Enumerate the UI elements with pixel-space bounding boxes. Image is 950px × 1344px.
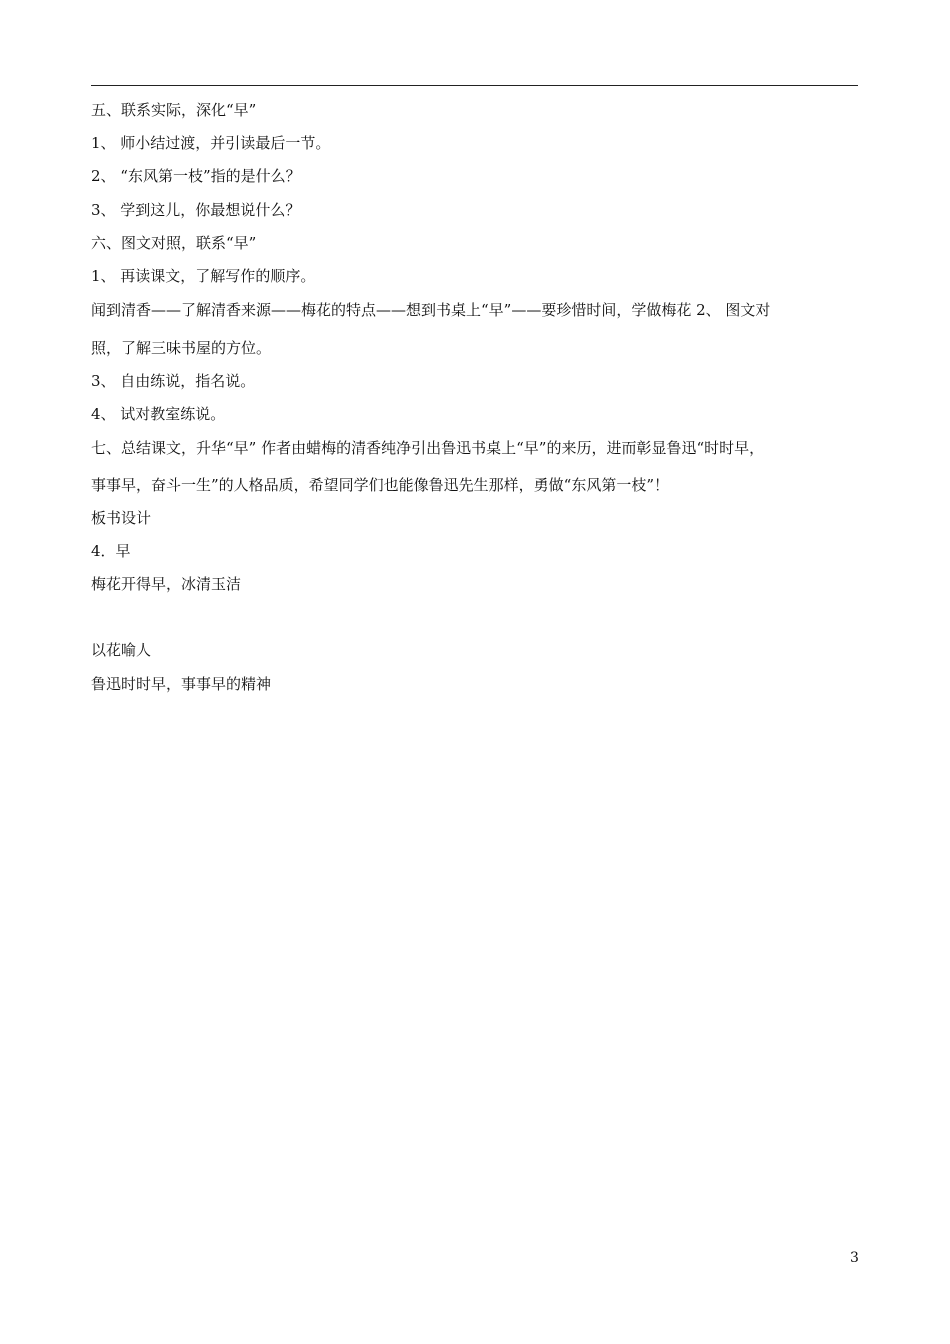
board-line: 鲁迅时时早，事事早的精神 xyxy=(91,675,272,693)
paragraph-line: 闻到清香——了解清香来源——梅花的特点——想到书桌上“早”——要珍惜时间，学做梅花 2、 图文对 xyxy=(91,301,771,319)
list-item: 1、 再读课文，了解写作的顺序。 xyxy=(91,267,316,285)
board-line: 梅花开得早，冰清玉洁 xyxy=(91,575,242,593)
paragraph-line: 照，了解三味书屋的方位。 xyxy=(91,339,272,357)
header-rule xyxy=(91,85,858,86)
section-heading-5: 五、联系实际，深化“早” xyxy=(91,101,257,119)
page-number: 3 xyxy=(850,1250,859,1266)
section-heading-7: 七、总结课文，升华“早” 作者由蜡梅的清香纯净引出鲁迅书桌上“早”的来历，进而彰显鲁迅“时时早， xyxy=(91,439,765,457)
board-line: 以花喻人 xyxy=(91,641,152,659)
list-item: 4、 试对教室练说。 xyxy=(91,405,226,423)
section-heading-6: 六、图文对照，联系“早” xyxy=(91,234,257,252)
list-item: 3、 学到这儿，你最想说什么？ xyxy=(91,201,301,219)
board-title: 4．早 xyxy=(91,542,131,560)
paragraph-line: 事事早，奋斗一生”的人格品质，希望同学们也能像鲁迅先生那样，勇做“东风第一枝”！ xyxy=(91,476,670,494)
list-item: 2、 “东风第一枝”指的是什么？ xyxy=(91,167,301,185)
board-design-heading: 板书设计 xyxy=(91,509,152,527)
list-item: 3、 自由练说，指名说。 xyxy=(91,372,256,390)
list-item: 1、 师小结过渡，并引读最后一节。 xyxy=(91,134,331,152)
